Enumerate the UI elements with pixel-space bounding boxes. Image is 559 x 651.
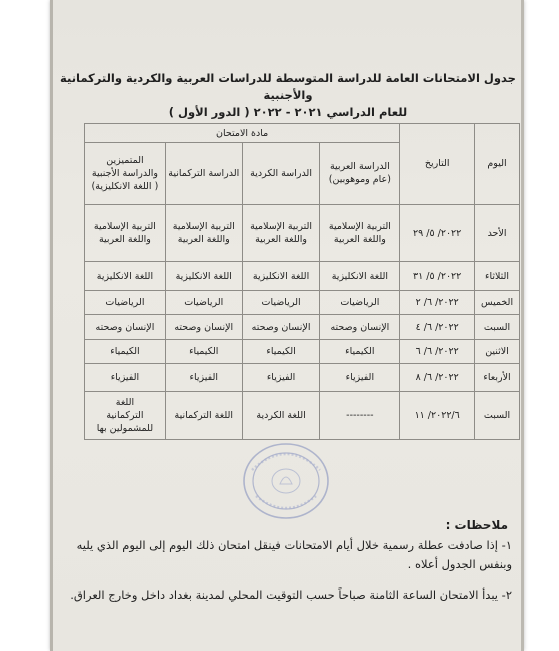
- arabic-cell: الإنسان وصحته: [320, 315, 400, 339]
- notes-heading: ملاحظات :: [445, 518, 508, 532]
- header-date: التاريخ: [400, 124, 475, 205]
- table-row: [85, 339, 520, 363]
- header-arabic-line-2: (عام وموهوبين): [328, 174, 391, 186]
- kurdish-cell: الرياضيات: [242, 291, 320, 315]
- distinguished-cell: الفيزياء: [85, 364, 166, 392]
- date-cell: ٢٠٢٢/ ٦/ ٤: [400, 315, 475, 339]
- day-cell: الخميس: [475, 291, 520, 315]
- cell-line: واللغة العربية: [333, 234, 386, 246]
- cell-line: للمشمولين بها: [96, 423, 154, 435]
- exam-schedule-table: [84, 123, 520, 440]
- arabic-cell: --------: [320, 392, 400, 440]
- cell-line: واللغة العربية: [177, 234, 230, 246]
- table-row: [85, 315, 520, 339]
- arabic-cell: الرياضيات: [320, 291, 400, 315]
- day-cell: السبت: [475, 392, 520, 440]
- header-arabic-line-1: الدراسة العربية: [329, 161, 390, 173]
- turkmen-cell: الفيزياء: [165, 364, 242, 392]
- header-distinguished-study: [85, 143, 166, 205]
- document-title: [60, 70, 516, 121]
- cell-line: التركمانية: [106, 410, 144, 422]
- kurdish-cell: الإنسان وصحته: [242, 315, 320, 339]
- note-1: ١- إذا صادفت عطلة رسمية خلال أيام الامتحانات فينقل امتحان ذلك اليوم إلى اليوم الذي يليه وبنفس الجدول أعلاه .: [76, 538, 512, 571]
- turkmen-cell: الرياضيات: [165, 291, 242, 315]
- cell-line: التربية الإسلامية: [250, 221, 313, 233]
- kurdish-cell: الفيزياء: [242, 364, 320, 392]
- table-row: [85, 204, 520, 261]
- kurdish-cell: [242, 204, 320, 261]
- header-distinguished-line-2: والدراسة الأجنبية: [91, 167, 158, 179]
- table-row: [85, 291, 520, 315]
- date-cell: ٢٠٢٢/٦/ ١١: [400, 392, 475, 440]
- table-row: [85, 262, 520, 291]
- turkmen-cell: اللغة الانكليزية: [165, 262, 242, 291]
- ministry-seal-icon: [240, 440, 332, 522]
- distinguished-cell: اللغة الانكليزية: [85, 262, 166, 291]
- turkmen-cell: الكيمياء: [165, 339, 242, 363]
- header-distinguished-line-3: ( اللغة الانكليزية): [91, 180, 159, 192]
- arabic-cell: [320, 204, 400, 261]
- note-2: ٢- يبدأ الامتحان الساعة الثامنة صباحاً حسب التوقيت المحلي لمدينة بغداد داخل وخارج العراق.: [70, 588, 512, 602]
- cell-line: التربية الإسلامية: [328, 221, 391, 233]
- sheet-edge-right: [521, 0, 524, 651]
- date-cell: ٢٠٢٢/ ٦/ ٦: [400, 339, 475, 363]
- date-cell: ٢٠٢٢/ ٥/ ٣١: [400, 262, 475, 291]
- day-cell: الأحد: [475, 204, 520, 261]
- table-row: [85, 364, 520, 392]
- day-cell: الاثنين: [475, 339, 520, 363]
- cell-line: التربية الإسلامية: [172, 221, 235, 233]
- distinguished-cell: [85, 204, 166, 261]
- turkmen-cell: اللغة التركمانية: [165, 392, 242, 440]
- table-row: [85, 392, 520, 440]
- header-subject-group: مادة الامتحان: [85, 124, 400, 143]
- header-arabic-study: [320, 143, 400, 205]
- cell-line: اللغة: [115, 397, 135, 409]
- distinguished-cell: الإنسان وصحته: [85, 315, 166, 339]
- header-row-1: [85, 124, 520, 143]
- distinguished-cell: الرياضيات: [85, 291, 166, 315]
- date-cell: ٢٠٢٢/ ٥/ ٢٩: [400, 204, 475, 261]
- notes-section: [56, 518, 516, 617]
- arabic-cell: الكيمياء: [320, 339, 400, 363]
- day-cell: الأربعاء: [475, 364, 520, 392]
- sheet-edge-left: [50, 0, 53, 651]
- header-day: اليوم: [475, 124, 520, 205]
- kurdish-cell: الكيمياء: [242, 339, 320, 363]
- turkmen-cell: [165, 204, 242, 261]
- header-turkmen-study: الدراسة التركمانية: [165, 143, 242, 205]
- cell-line: واللغة العربية: [255, 234, 308, 246]
- turkmen-cell: الإنسان وصحته: [165, 315, 242, 339]
- header-kurdish-study: الدراسة الكردية: [242, 143, 320, 205]
- date-cell: ٢٠٢٢/ ٦/ ٨: [400, 364, 475, 392]
- header-distinguished-line-1: المتميزين: [106, 154, 144, 166]
- distinguished-cell: الكيمياء: [85, 339, 166, 363]
- kurdish-cell: اللغة الانكليزية: [242, 262, 320, 291]
- kurdish-cell: اللغة الكردية: [242, 392, 320, 440]
- title-line-1: جدول الامتحانات العامة للدراسة المتوسطة للدراسات العربية والكردية والتركمانية والأجنبية: [60, 71, 516, 102]
- arabic-cell: الفيزياء: [320, 364, 400, 392]
- day-cell: السبت: [475, 315, 520, 339]
- title-line-2: للعام الدراسي ٢٠٢١ - ٢٠٢٢ ( الدور الأول ): [168, 105, 408, 119]
- date-cell: ٢٠٢٢/ ٦/ ٢: [400, 291, 475, 315]
- day-cell: الثلاثاء: [475, 262, 520, 291]
- cell-line: التربية الإسلامية: [93, 221, 156, 233]
- distinguished-cell: [85, 392, 166, 440]
- arabic-cell: اللغة الانكليزية: [320, 262, 400, 291]
- cell-line: واللغة العربية: [98, 234, 151, 246]
